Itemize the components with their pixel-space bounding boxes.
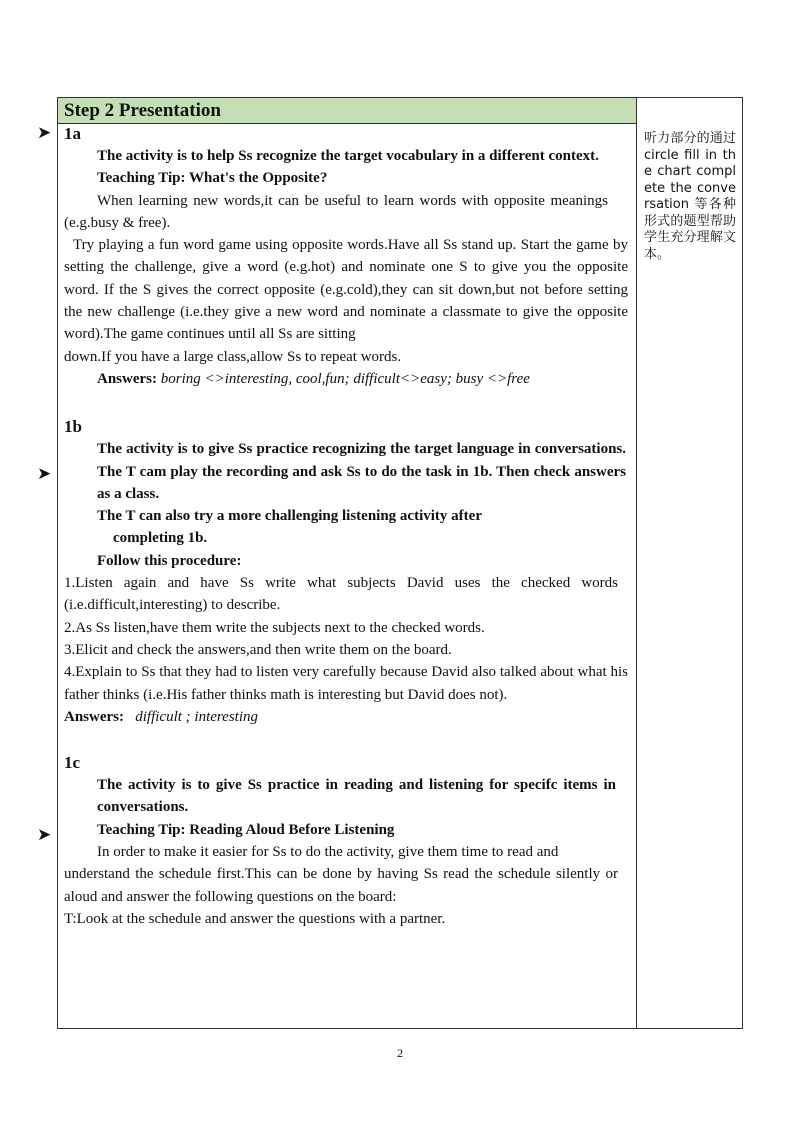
bullet-arrow-icon: ➤ — [37, 464, 52, 484]
answers-text-1a: boring <>interesting, cool,fun; difficult<>easy; busy <>free — [157, 370, 530, 387]
follow-1b: Follow this procedure: — [97, 552, 242, 569]
section-title-1b: 1b — [64, 417, 82, 437]
intro-1b: The activity is to give Ss practice recognizing the target language in conversations. The T cam play the recording and ask Ss to do the task in 1b. Then check answers as a class. — [97, 441, 626, 502]
bullet-arrow-icon: ➤ — [37, 825, 52, 845]
para-1a-3: down.If you have a large class,allow Ss to repeat words. — [64, 348, 402, 365]
answers-text-1b: difficult ; interesting — [135, 708, 259, 725]
answers-1b — [64, 706, 628, 728]
page-number: 2 — [397, 1046, 403, 1060]
section-title-1a: 1a — [64, 124, 81, 143]
intro-1c: The activity is to give Ss practice in reading and listening for specifc items in conversations. — [97, 777, 616, 816]
tip-1c: Teaching Tip: Reading Aloud Before Listening — [97, 821, 395, 838]
step-1b-2: 2.As Ss listen,have them write the subjects next to the checked words. — [64, 619, 485, 636]
para-1c-3: T:Look at the schedule and answer the questions with a partner. — [64, 910, 446, 927]
content-area — [64, 123, 628, 930]
step-header: Step 2 Presentation — [58, 98, 636, 124]
para-1a-2: Try playing a fun word game using opposite words.Have all Ss stand up. Start the game by setting the challenge, give a word (e.g.hot) and nominate one S to give you the opposite word. If the S gives the correct opposite (e.g.cold),they can sit down,but not before setting the new challenge (i.e.they give a new word and nominate a classmate to give the opposite word).The game continues until all Ss are sitting — [64, 237, 628, 343]
para-1c-1: In order to make it easier for Ss to do the activity, give them time to read and — [97, 844, 559, 861]
answers-label-1a: Answers: — [97, 370, 157, 387]
tip-1a: Teaching Tip: What's the Opposite? — [97, 170, 328, 187]
intro-1a: The activity is to help Ss recognize the target vocabulary in a different context. — [97, 148, 599, 164]
bullet-arrow-icon: ➤ — [37, 123, 52, 143]
side-notes-column — [636, 98, 742, 1028]
main-column — [58, 98, 636, 1028]
answers-1a — [64, 368, 628, 390]
lesson-table — [57, 97, 743, 1029]
step-1b-3: 3.Elicit and check the answers,and then write them on the board. — [64, 641, 452, 658]
side-note-text: 听力部分的通过circle fill in the chart complete the conversation 等各种形式的题型帮助学生充分理解文本。 — [644, 131, 736, 262]
para-1a-1: When learning new words,it can be useful to learn words with opposite meanings (e.g.busy & free). — [64, 192, 608, 231]
section-title-1c: 1c — [64, 753, 81, 773]
step-1b-4: 4.Explain to Ss that they had to listen very carefully because David also talked about what his father thinks (i.e.His father thinks math is interesting but David does not). — [64, 664, 628, 703]
tip-1b: The T can also try a more challenging listening activity after completing 1b. — [97, 508, 482, 547]
para-1c-2: understand the schedule first.This can be done by having Ss read the schedule silently or aloud and answer the following questions on the board: — [64, 866, 618, 905]
answers-label-1b: Answers: — [64, 708, 124, 725]
step-1b-1: 1.Listen again and have Ss write what subjects David uses the checked words (i.e.difficult,interesting) to describe. — [64, 575, 618, 614]
